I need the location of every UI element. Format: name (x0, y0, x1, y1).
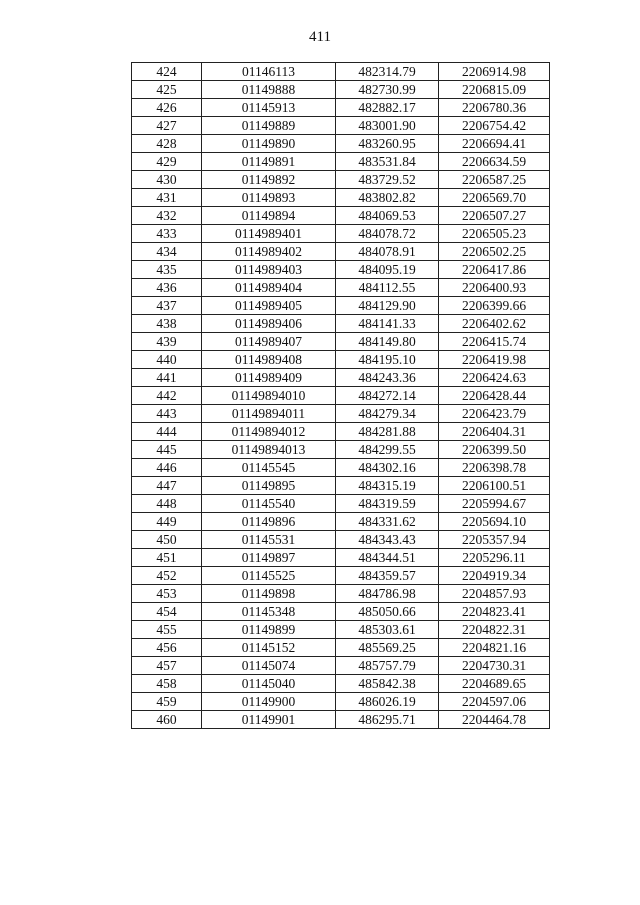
x-coordinate-cell: 483260.95 (336, 135, 439, 153)
row-number-cell: 430 (132, 171, 202, 189)
code-cell: 01149894 (202, 207, 336, 225)
code-cell: 01149895 (202, 477, 336, 495)
row-number-cell: 449 (132, 513, 202, 531)
row-number-cell: 450 (132, 531, 202, 549)
row-number-cell: 424 (132, 63, 202, 81)
row-number-cell: 440 (132, 351, 202, 369)
x-coordinate-cell: 482314.79 (336, 63, 439, 81)
x-coordinate-cell: 486026.19 (336, 693, 439, 711)
code-cell: 01149899 (202, 621, 336, 639)
x-coordinate-cell: 484359.57 (336, 567, 439, 585)
y-coordinate-cell: 2206415.74 (439, 333, 550, 351)
y-coordinate-cell: 2204597.06 (439, 693, 550, 711)
row-number-cell: 435 (132, 261, 202, 279)
row-number-cell: 439 (132, 333, 202, 351)
y-coordinate-cell: 2205296.11 (439, 549, 550, 567)
y-coordinate-cell: 2206634.59 (439, 153, 550, 171)
x-coordinate-cell: 484243.36 (336, 369, 439, 387)
row-number-cell: 447 (132, 477, 202, 495)
table-row (132, 99, 550, 117)
y-coordinate-cell: 2204822.31 (439, 621, 550, 639)
row-number-cell: 456 (132, 639, 202, 657)
row-number-cell: 434 (132, 243, 202, 261)
y-coordinate-cell: 2206914.98 (439, 63, 550, 81)
x-coordinate-cell: 484272.14 (336, 387, 439, 405)
code-cell: 01149901 (202, 711, 336, 729)
x-coordinate-cell: 484141.33 (336, 315, 439, 333)
code-cell: 01149894012 (202, 423, 336, 441)
table-row (132, 675, 550, 693)
x-coordinate-cell: 484069.53 (336, 207, 439, 225)
row-number-cell: 431 (132, 189, 202, 207)
table-row (132, 387, 550, 405)
row-number-cell: 425 (132, 81, 202, 99)
x-coordinate-cell: 484078.72 (336, 225, 439, 243)
table-row (132, 81, 550, 99)
table-row (132, 63, 550, 81)
table-row (132, 495, 550, 513)
row-number-cell: 451 (132, 549, 202, 567)
table-row (132, 351, 550, 369)
x-coordinate-cell: 484129.90 (336, 297, 439, 315)
x-coordinate-cell: 484078.91 (336, 243, 439, 261)
y-coordinate-cell: 2204730.31 (439, 657, 550, 675)
x-coordinate-cell: 482730.99 (336, 81, 439, 99)
y-coordinate-cell: 2206569.70 (439, 189, 550, 207)
y-coordinate-cell: 2206417.86 (439, 261, 550, 279)
code-cell: 01149896 (202, 513, 336, 531)
row-number-cell: 452 (132, 567, 202, 585)
row-number-cell: 441 (132, 369, 202, 387)
row-number-cell: 443 (132, 405, 202, 423)
code-cell: 01149893 (202, 189, 336, 207)
x-coordinate-cell: 486295.71 (336, 711, 439, 729)
y-coordinate-cell: 2206398.78 (439, 459, 550, 477)
row-number-cell: 448 (132, 495, 202, 513)
table-row (132, 369, 550, 387)
x-coordinate-cell: 484331.62 (336, 513, 439, 531)
coordinates-table (131, 62, 550, 729)
code-cell: 01145545 (202, 459, 336, 477)
code-cell: 01149900 (202, 693, 336, 711)
row-number-cell: 429 (132, 153, 202, 171)
code-cell: 01145531 (202, 531, 336, 549)
table-row (132, 603, 550, 621)
y-coordinate-cell: 2205994.67 (439, 495, 550, 513)
x-coordinate-cell: 485050.66 (336, 603, 439, 621)
row-number-cell: 459 (132, 693, 202, 711)
code-cell: 01145913 (202, 99, 336, 117)
code-cell: 01149894010 (202, 387, 336, 405)
code-cell: 01149898 (202, 585, 336, 603)
y-coordinate-cell: 2204821.16 (439, 639, 550, 657)
table-row (132, 621, 550, 639)
row-number-cell: 428 (132, 135, 202, 153)
x-coordinate-cell: 485569.25 (336, 639, 439, 657)
row-number-cell: 457 (132, 657, 202, 675)
table-body (132, 63, 550, 729)
row-number-cell: 444 (132, 423, 202, 441)
y-coordinate-cell: 2206428.44 (439, 387, 550, 405)
row-number-cell: 445 (132, 441, 202, 459)
table-row (132, 423, 550, 441)
y-coordinate-cell: 2206424.63 (439, 369, 550, 387)
code-cell: 01149889 (202, 117, 336, 135)
code-cell: 01149894013 (202, 441, 336, 459)
table-row (132, 549, 550, 567)
y-coordinate-cell: 2206404.31 (439, 423, 550, 441)
table-row (132, 333, 550, 351)
y-coordinate-cell: 2206419.98 (439, 351, 550, 369)
row-number-cell: 455 (132, 621, 202, 639)
y-coordinate-cell: 2206400.93 (439, 279, 550, 297)
x-coordinate-cell: 485303.61 (336, 621, 439, 639)
x-coordinate-cell: 483802.82 (336, 189, 439, 207)
table-row (132, 693, 550, 711)
x-coordinate-cell: 485757.79 (336, 657, 439, 675)
x-coordinate-cell: 484095.19 (336, 261, 439, 279)
table-row (132, 243, 550, 261)
table-row (132, 585, 550, 603)
row-number-cell: 438 (132, 315, 202, 333)
code-cell: 0114989401 (202, 225, 336, 243)
x-coordinate-cell: 485842.38 (336, 675, 439, 693)
code-cell: 01145525 (202, 567, 336, 585)
y-coordinate-cell: 2206100.51 (439, 477, 550, 495)
code-cell: 01145348 (202, 603, 336, 621)
y-coordinate-cell: 2204689.65 (439, 675, 550, 693)
y-coordinate-cell: 2206423.79 (439, 405, 550, 423)
table-row (132, 531, 550, 549)
table-row (132, 171, 550, 189)
x-coordinate-cell: 484315.19 (336, 477, 439, 495)
x-coordinate-cell: 483729.52 (336, 171, 439, 189)
table-row (132, 189, 550, 207)
x-coordinate-cell: 483531.84 (336, 153, 439, 171)
table-row (132, 117, 550, 135)
table-row (132, 567, 550, 585)
row-number-cell: 460 (132, 711, 202, 729)
table-row (132, 153, 550, 171)
code-cell: 01149891 (202, 153, 336, 171)
y-coordinate-cell: 2204823.41 (439, 603, 550, 621)
x-coordinate-cell: 484786.98 (336, 585, 439, 603)
row-number-cell: 427 (132, 117, 202, 135)
page-number: 411 (309, 29, 331, 45)
y-coordinate-cell: 2206815.09 (439, 81, 550, 99)
x-coordinate-cell: 484112.55 (336, 279, 439, 297)
x-coordinate-cell: 482882.17 (336, 99, 439, 117)
table-row (132, 657, 550, 675)
table-row (132, 261, 550, 279)
row-number-cell: 446 (132, 459, 202, 477)
y-coordinate-cell: 2204919.34 (439, 567, 550, 585)
y-coordinate-cell: 2206505.23 (439, 225, 550, 243)
row-number-cell: 436 (132, 279, 202, 297)
x-coordinate-cell: 484279.34 (336, 405, 439, 423)
y-coordinate-cell: 2206399.66 (439, 297, 550, 315)
table-row (132, 405, 550, 423)
code-cell: 0114989408 (202, 351, 336, 369)
row-number-cell: 453 (132, 585, 202, 603)
code-cell: 01149897 (202, 549, 336, 567)
x-coordinate-cell: 484281.88 (336, 423, 439, 441)
y-coordinate-cell: 2206402.62 (439, 315, 550, 333)
code-cell: 01145074 (202, 657, 336, 675)
table-row (132, 135, 550, 153)
y-coordinate-cell: 2205694.10 (439, 513, 550, 531)
table-row (132, 513, 550, 531)
row-number-cell: 458 (132, 675, 202, 693)
row-number-cell: 437 (132, 297, 202, 315)
table-row (132, 279, 550, 297)
code-cell: 0114989404 (202, 279, 336, 297)
table-row (132, 639, 550, 657)
table-row (132, 477, 550, 495)
code-cell: 0114989409 (202, 369, 336, 387)
x-coordinate-cell: 484344.51 (336, 549, 439, 567)
y-coordinate-cell: 2206694.41 (439, 135, 550, 153)
code-cell: 01149894011 (202, 405, 336, 423)
code-cell: 0114989403 (202, 261, 336, 279)
x-coordinate-cell: 484149.80 (336, 333, 439, 351)
y-coordinate-cell: 2205357.94 (439, 531, 550, 549)
code-cell: 01146113 (202, 63, 336, 81)
code-cell: 01145040 (202, 675, 336, 693)
code-cell: 0114989402 (202, 243, 336, 261)
row-number-cell: 426 (132, 99, 202, 117)
table-row (132, 315, 550, 333)
table-row (132, 441, 550, 459)
y-coordinate-cell: 2206502.25 (439, 243, 550, 261)
y-coordinate-cell: 2206587.25 (439, 171, 550, 189)
y-coordinate-cell: 2206399.50 (439, 441, 550, 459)
y-coordinate-cell: 2204464.78 (439, 711, 550, 729)
y-coordinate-cell: 2206780.36 (439, 99, 550, 117)
row-number-cell: 432 (132, 207, 202, 225)
x-coordinate-cell: 483001.90 (336, 117, 439, 135)
table-row (132, 297, 550, 315)
table-row (132, 225, 550, 243)
code-cell: 0114989406 (202, 315, 336, 333)
x-coordinate-cell: 484343.43 (336, 531, 439, 549)
y-coordinate-cell: 2206507.27 (439, 207, 550, 225)
code-cell: 01145152 (202, 639, 336, 657)
code-cell: 0114989405 (202, 297, 336, 315)
row-number-cell: 454 (132, 603, 202, 621)
y-coordinate-cell: 2206754.42 (439, 117, 550, 135)
row-number-cell: 442 (132, 387, 202, 405)
code-cell: 01149890 (202, 135, 336, 153)
x-coordinate-cell: 484195.10 (336, 351, 439, 369)
y-coordinate-cell: 2204857.93 (439, 585, 550, 603)
code-cell: 0114989407 (202, 333, 336, 351)
code-cell: 01149888 (202, 81, 336, 99)
code-cell: 01145540 (202, 495, 336, 513)
row-number-cell: 433 (132, 225, 202, 243)
x-coordinate-cell: 484299.55 (336, 441, 439, 459)
table-row (132, 459, 550, 477)
x-coordinate-cell: 484319.59 (336, 495, 439, 513)
code-cell: 01149892 (202, 171, 336, 189)
table-row (132, 711, 550, 729)
x-coordinate-cell: 484302.16 (336, 459, 439, 477)
table-row (132, 207, 550, 225)
